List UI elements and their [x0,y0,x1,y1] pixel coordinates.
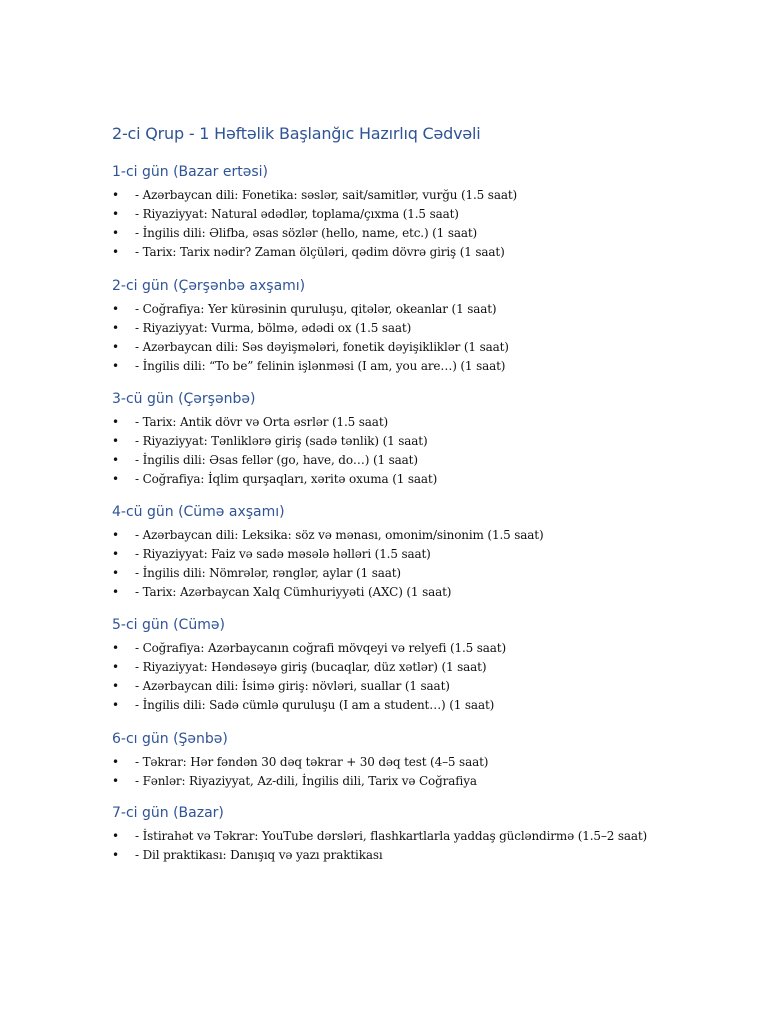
day-heading: 5-ci gün (Cümə) [112,617,225,633]
bullet-icon: • [112,528,120,542]
day-section [112,389,732,489]
list-item [112,545,732,564]
list-item-text: - Coğrafiya: Azərbaycanın coğrafi mövqeyi və relyefi (1.5 saat) [135,641,506,655]
list-item-text: - Riyaziyyat: Həndəsəyə giriş (bucaqlar, düz xətlər) (1 saat) [135,660,487,674]
list-item [112,658,732,677]
list-item [112,772,732,791]
bullet-icon: • [112,226,120,240]
list-item [112,205,732,224]
bullet-icon: • [112,848,120,862]
day-section [112,729,732,791]
day-item-list [112,639,732,715]
bullet-icon: • [112,207,120,221]
bullet-icon: • [112,755,120,769]
day-heading: 7-ci gün (Bazar) [112,805,224,821]
list-item-text: - İngilis dili: Sadə cümlə quruluşu (I am a student…) (1 saat) [135,698,495,712]
list-item-text: - Coğrafiya: Yer kürəsinin quruluşu, qitələr, okeanlar (1 saat) [135,302,497,316]
bullet-icon: • [112,774,120,788]
day-heading: 3-cü gün (Çərşənbə) [112,391,256,407]
day-item-list [112,186,732,262]
list-item [112,186,732,205]
day-item-list [112,526,732,602]
list-item-text: - Azərbaycan dili: Leksika: söz və mənası, omonim/sinonim (1.5 saat) [135,528,544,542]
list-item [112,677,732,696]
list-item-text: - Azərbaycan dili: Səs dəyişmələri, fonetik dəyişikliklər (1 saat) [135,340,509,354]
list-item [112,583,732,602]
list-item-text: - İngilis dili: Nömrələr, rənglər, aylar (1 saat) [135,566,401,580]
day-section [112,502,732,602]
bullet-icon: • [112,641,120,655]
list-item-text: - Azərbaycan dili: Fonetika: səslər, sait/samitlər, vurğu (1.5 saat) [135,188,518,202]
list-item-text: - Riyaziyyat: Vurma, bölmə, ədədi ox (1.5 saat) [135,321,412,335]
bullet-icon: • [112,829,120,843]
list-item-text: - İngilis dili: Əsas fellər (go, have, do…) (1 saat) [135,453,418,467]
document-title: 2-ci Qrup - 1 Həftəlik Başlanğıc Hazırlıq Cədvəli [112,124,481,143]
day-item-list [112,827,732,865]
list-item-text: - Tarix: Tarix nədir? Zaman ölçüləri, qədim dövrə giriş (1 saat) [135,245,505,259]
list-item [112,753,732,772]
list-item-text: - Riyaziyyat: Faiz və sadə məsələ həlləri (1.5 saat) [135,547,431,561]
day-item-list [112,413,732,489]
day-section [112,615,732,715]
bullet-icon: • [112,245,120,259]
list-item-text: - Tarix: Antik dövr və Orta əsrlər (1.5 saat) [135,415,389,429]
bullet-icon: • [112,302,120,316]
list-item [112,432,732,451]
list-item-text: - Coğrafiya: İqlim qurşaqları, xəritə oxuma (1 saat) [135,472,438,486]
list-item-text: - Tarix: Azərbaycan Xalq Cümhuriyyəti (AXC) (1 saat) [135,585,452,599]
day-heading: 6-cı gün (Şənbə) [112,731,228,747]
day-section [112,276,732,376]
day-item-list [112,300,732,376]
list-item-text: - Təkrar: Hər fəndən 30 dəq təkrar + 30 dəq test (4–5 saat) [135,755,489,769]
list-item [112,224,732,243]
day-heading: 4-cü gün (Cümə axşamı) [112,504,285,520]
list-item-text: - Dil praktikası: Danışıq və yazı praktikası [135,848,383,862]
bullet-icon: • [112,359,120,373]
bullet-icon: • [112,698,120,712]
bullet-icon: • [112,321,120,335]
list-item-text: - İngilis dili: “To be” felinin işlənməsi (I am, you are…) (1 saat) [135,359,506,373]
bullet-icon: • [112,188,120,202]
list-item [112,470,732,489]
day-section [112,803,732,865]
bullet-icon: • [112,679,120,693]
list-item [112,827,732,846]
bullet-icon: • [112,340,120,354]
bullet-icon: • [112,434,120,448]
list-item [112,846,732,865]
bullet-icon: • [112,566,120,580]
list-item [112,300,732,319]
list-item [112,243,732,262]
bullet-icon: • [112,415,120,429]
bullet-icon: • [112,472,120,486]
list-item-text: - Riyaziyyat: Tənliklərə giriş (sadə tənlik) (1 saat) [135,434,428,448]
bullet-icon: • [112,547,120,561]
list-item-text: - Riyaziyyat: Natural ədədlər, toplama/çıxma (1.5 saat) [135,207,459,221]
list-item [112,526,732,545]
list-item [112,357,732,376]
list-item [112,696,732,715]
list-item [112,413,732,432]
day-item-list [112,753,732,791]
list-item [112,338,732,357]
list-item [112,451,732,470]
list-item-text: - Azərbaycan dili: İsimə giriş: növləri, suallar (1 saat) [135,679,450,693]
list-item [112,564,732,583]
bullet-icon: • [112,585,120,599]
list-item [112,319,732,338]
list-item-text: - İngilis dili: Əlifba, əsas sözlər (hello, name, etc.) (1 saat) [135,226,478,240]
day-heading: 2-ci gün (Çərşənbə axşamı) [112,278,306,294]
list-item [112,639,732,658]
bullet-icon: • [112,453,120,467]
list-item-text: - Fənlər: Riyaziyyat, Az-dili, İngilis dili, Tarix və Coğrafiya [135,774,477,788]
day-section [112,162,732,262]
day-heading: 1-ci gün (Bazar ertəsi) [112,164,268,180]
list-item-text: - İstirahət və Təkrar: YouTube dərsləri, flashkartlarla yaddaş gücləndirmə (1.5–2 saat) [135,829,648,843]
bullet-icon: • [112,660,120,674]
